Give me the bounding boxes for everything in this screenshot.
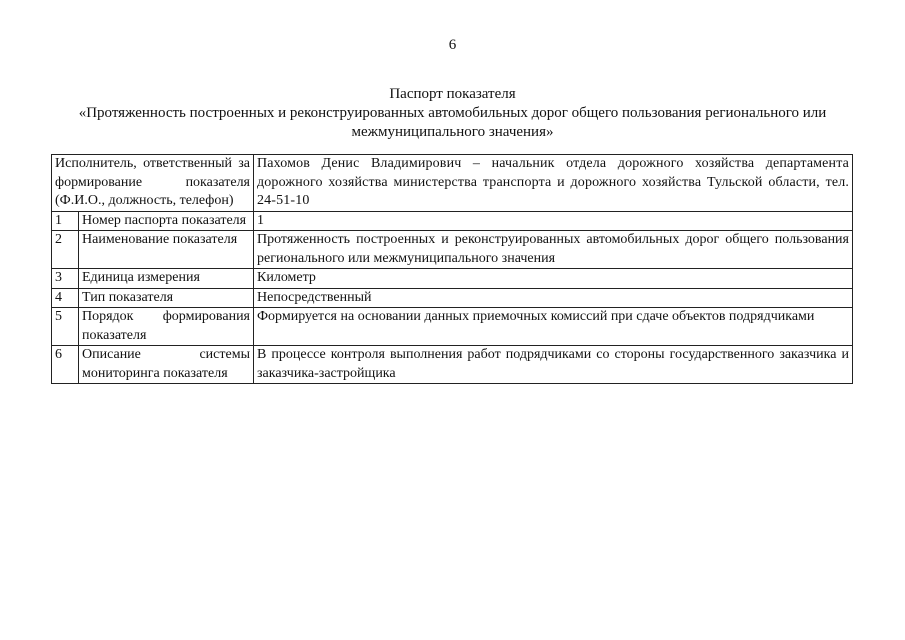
table-row xyxy=(52,308,853,346)
row-value: 1 xyxy=(254,211,853,231)
table-row xyxy=(52,269,853,289)
row-number: 3 xyxy=(52,269,79,289)
indicator-passport-table xyxy=(51,154,853,384)
row-value: Километр xyxy=(254,269,853,289)
title-line-2: «Протяженность построенных и реконструированных автомобильных дорог общего пользования регионального или межмуниципального значения» xyxy=(78,105,827,140)
row-label: Порядок формирования показателя xyxy=(79,308,254,346)
table-row xyxy=(52,211,853,231)
row-value: Непосредственный xyxy=(254,288,853,308)
row-label: Тип показателя xyxy=(79,288,254,308)
table-row xyxy=(52,346,853,384)
table-row-executor xyxy=(52,155,853,212)
row-value: В процессе контроля выполнения работ подрядчиками со стороны государственного заказчика и заказчика-застройщика xyxy=(254,346,853,384)
table-row xyxy=(52,231,853,269)
row-number: 6 xyxy=(52,346,79,384)
row-value: Протяженность построенных и реконструированных автомобильных дорог общего пользования регионального или межмуниципального значения xyxy=(254,231,853,269)
executor-label: Исполнитель, ответственный за формирование показателя (Ф.И.О., должность, телефон) xyxy=(52,155,254,212)
title-line-1: Паспорт показателя xyxy=(389,86,516,102)
row-number: 5 xyxy=(52,308,79,346)
row-number: 4 xyxy=(52,288,79,308)
row-label: Наименование показателя xyxy=(79,231,254,269)
executor-value: Пахомов Денис Владимирович – начальник отдела дорожного хозяйства департамента дорожного хозяйства министерства транспорта и дорожного хозяйства Тульской области, тел. 24-51-10 xyxy=(254,155,853,212)
row-value: Формируется на основании данных приемочных комиссий при сдаче объектов подрядчиками xyxy=(254,308,853,346)
document-title xyxy=(40,85,865,142)
row-label: Единица измерения xyxy=(79,269,254,289)
row-label: Номер паспорта показателя xyxy=(79,211,254,231)
row-number: 2 xyxy=(52,231,79,269)
row-label: Описание системы мониторинга показателя xyxy=(79,346,254,384)
page-number: 6 xyxy=(448,37,457,53)
table-row xyxy=(52,288,853,308)
row-number: 1 xyxy=(52,211,79,231)
